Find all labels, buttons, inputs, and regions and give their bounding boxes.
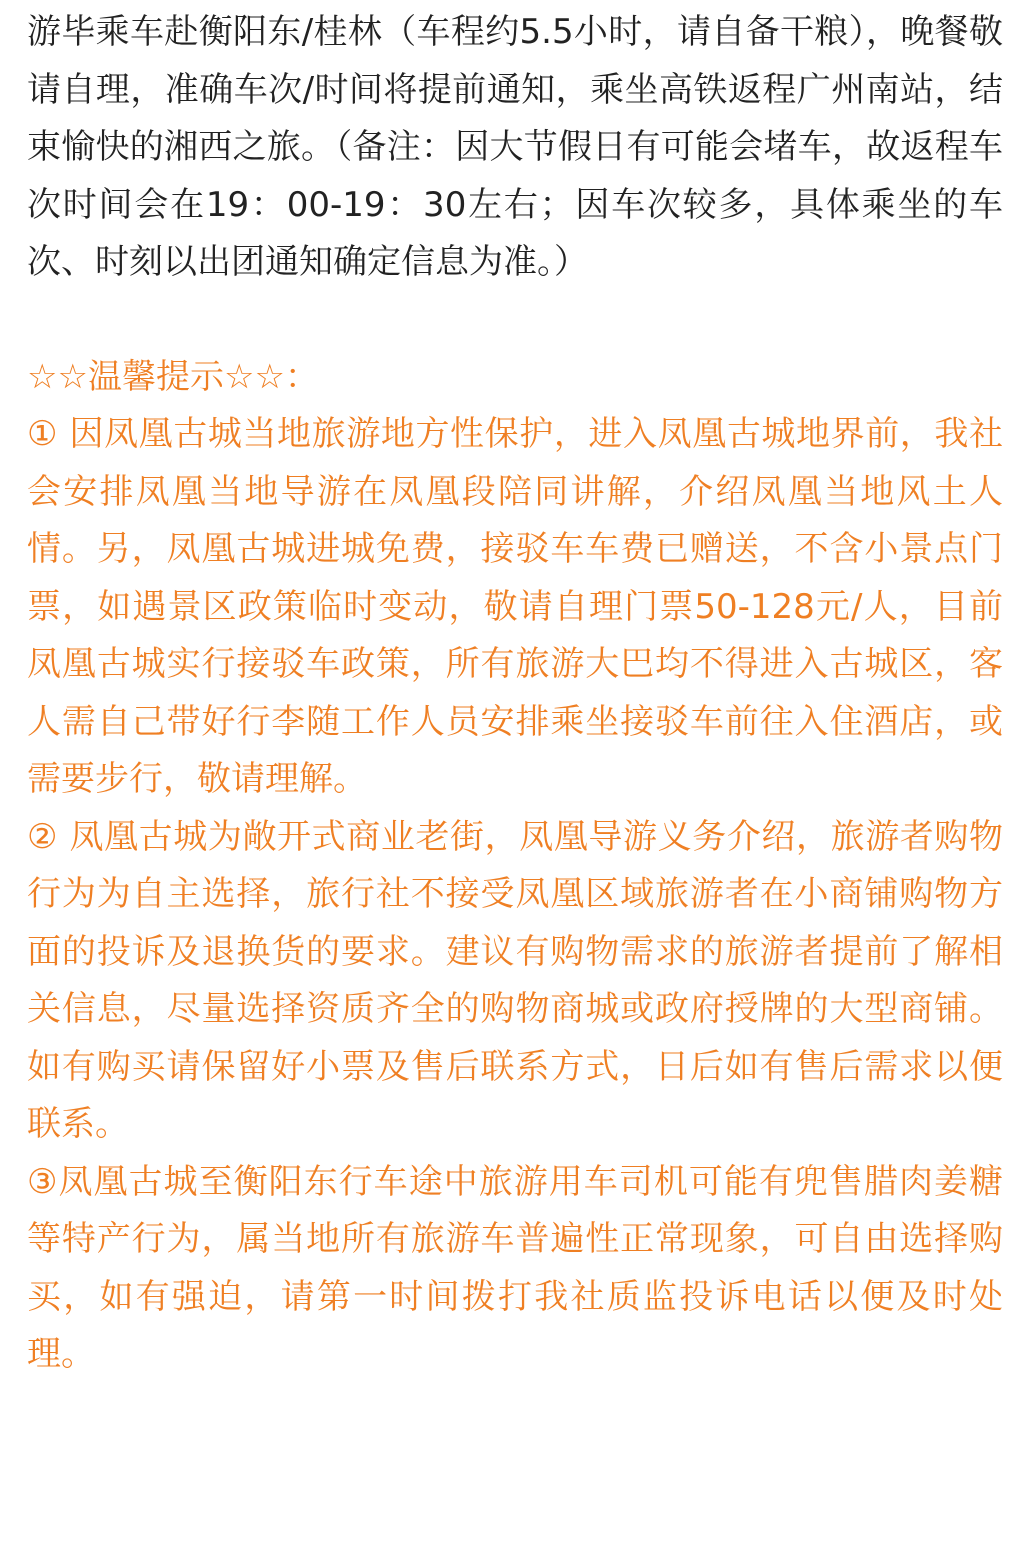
paragraph-spacer bbox=[27, 292, 1003, 349]
tip-item-1: ① 因凤凰古城当地旅游地方性保护，进入凤凰古城地界前，我社会安排凤凰当地导游在凤凰段陪同讲解，介绍凤凰当地风土人情。另，凤凰古城进城免费，接驳车车费已赠送，不含小景点门票，如遇景区政策临时变动，敬请自理门票50-128元/人，目前凤凰古城实行接驳车政策，所有旅游大巴均不得进入古城区，客人需自己带好行李随工作人员安排乘坐接驳车前往入住酒店，或需要步行，敬请理解。 bbox=[27, 414, 1003, 799]
tips-section bbox=[27, 349, 1003, 1384]
document-page bbox=[27, 4, 1003, 1384]
tips-heading: ☆☆温馨提示☆☆： bbox=[27, 356, 319, 397]
tip-item-2: ② 凤凰古城为敞开式商业老街，凤凰导游义务介绍，旅游者购物行为为自主选择，旅行社不接受凤凰区域旅游者在小商铺购物方面的投诉及退换货的要求。建议有购物需求的旅游者提前了解相关信息，尽量选择资质齐全的购物商城或政府授牌的大型商铺。如有购买请保留好小票及售后联系方式，日后如有售后需求以便联系。 bbox=[27, 816, 1003, 1144]
tip-item-3: ③凤凰古城至衡阳东行车途中旅游用车司机可能有兜售腊肉姜糖等特产行为，属当地所有旅游车普遍性正常现象，可自由选择购买，如有强迫，请第一时间拨打我社质监投诉电话以便及时处理。 bbox=[27, 1161, 1003, 1374]
itinerary-paragraph: 游毕乘车赴衡阳东/桂林（车程约5.5小时，请自备干粮），晚餐敬请自理，准确车次/时间将提前通知，乘坐高铁返程广州南站，结束愉快的湘西之旅。（备注：因大节假日有可能会堵车，故返程车次时间会在19：00-19：30左右；因车次较多，具体乘坐的车次、时刻以出团通知确定信息为准。） bbox=[27, 12, 1003, 282]
